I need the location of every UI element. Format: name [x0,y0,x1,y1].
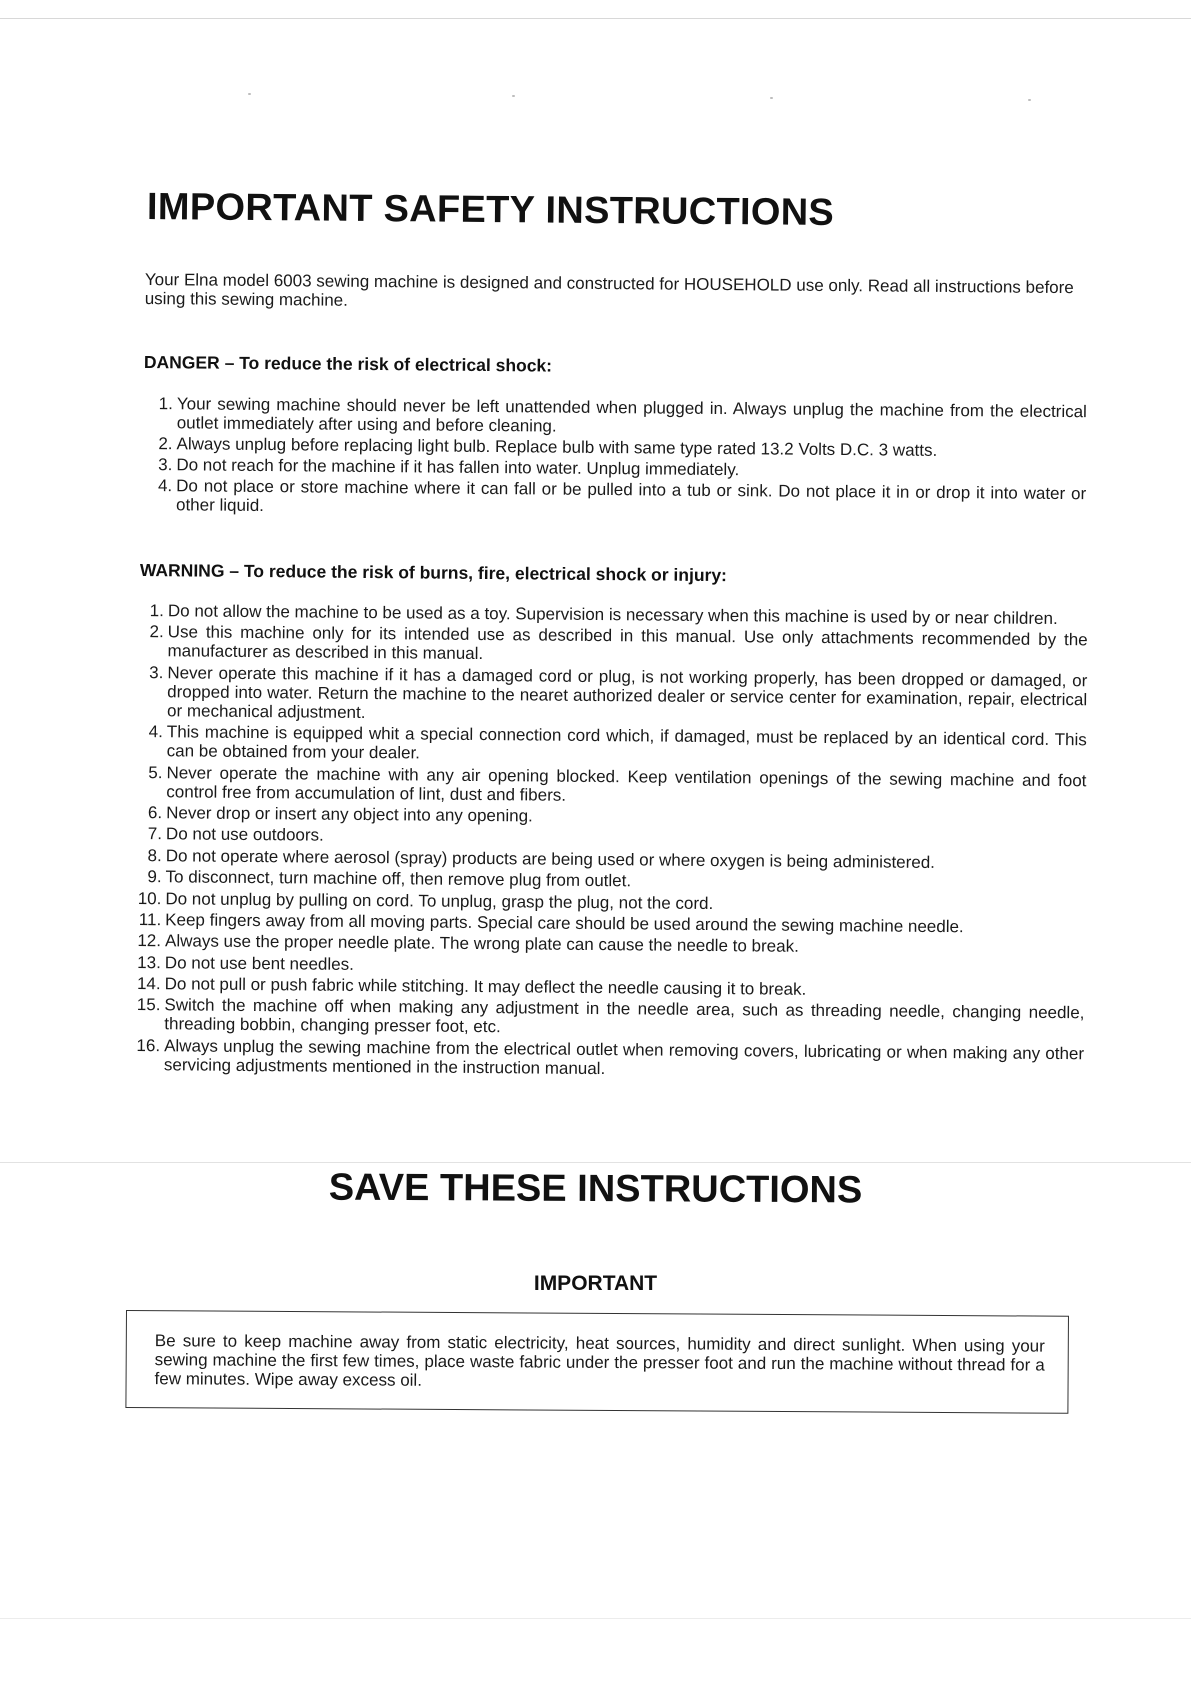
item-text: To disconnect, turn machine off, then remove plug from outlet. [165,867,632,891]
item-text: Always use the proper needle plate. The wrong plate can cause the needle to break. [164,931,799,957]
save-instructions-title: SAVE THESE INSTRUCTIONS [328,1166,863,1212]
scan-speck [770,97,773,99]
warning-list [134,601,1088,1085]
item-text: This machine is equipped whit a special connection cord which, if damaged, must be replaced by an identical cord. This can be obtained from your dealer. [166,722,1087,763]
important-heading: IMPORTANT [533,1272,658,1295]
scan-speck [1028,99,1031,101]
list-item [137,622,1087,668]
item-number: 4. [157,476,173,496]
item-number: 15. [136,995,161,1015]
scan-edge-top [0,18,1191,19]
danger-list [146,394,1087,524]
important-notice-text: Be sure to keep machine away from static electricity, heat sources, humidity and direct sunlight. When using your sewing machine the first few times, place waste fabric under the presser foot and run the machine without thread for a few minutes. Wipe away excess oil. [154,1331,1045,1390]
item-text: Do not place or store machine where it can fall or be pulled into a tub or sink. Do not place it in or drop it into water or other liquid. [175,476,1087,516]
item-number: 3. [149,662,164,683]
page-fold-line [0,1162,1191,1163]
item-text: Never drop or insert any object into any opening. [166,803,533,826]
intro-paragraph: Your Elna model 6003 sewing machine is designed and constructed for HOUSEHOLD use only. Read all instructions before using this sewing machine. [144,270,1074,310]
item-number: 4. [148,722,163,742]
list-item [137,663,1087,728]
scan-speck [512,95,515,97]
item-number: 2. [149,622,164,642]
danger-heading [144,352,552,377]
item-text: Do not operate where aerosol (spray) products are being used or where oxygen is being administered. [165,845,936,872]
item-text: Do not allow the machine to be used as a toy. Supervision is necessary when this machine is used by or near children. [167,601,1058,629]
item-number: 5. [148,762,163,782]
list-item [134,1036,1084,1082]
item-text: Do not unplug by pulling on cord. To unplug, grasp the plug, not the cord. [165,888,714,913]
important-notice-box [125,1310,1069,1414]
list-item [137,722,1087,768]
item-number: 1. [158,394,173,414]
list-item [136,763,1086,809]
item-number: 14. [136,974,161,994]
page-title: IMPORTANT SAFETY INSTRUCTIONS [146,186,835,234]
warning-heading [140,560,727,586]
warning-lead: WARNING [139,560,225,581]
danger-heading-text: – To reduce the risk of electrical shock: [219,352,553,376]
item-number: 7. [147,824,163,844]
item-text: Do not use outdoors. [165,824,324,845]
item-number: 2. [158,434,173,454]
item-text: Switch the machine off when making any adjustment in the needle area, such as threading needle, changing needle, threading bobbin, changing presser foot, etc. [164,995,1085,1037]
danger-lead: DANGER [143,352,220,373]
item-text: Never operate this machine if it has a damaged cord or plug, is not working properly, has been dropped or damaged, or dropped into water. Return the machine to the nearet authorized dealer or service center for examination, repair, electrical or mechanical adjustment. [166,663,1088,722]
item-number: 3. [158,455,173,475]
item-number: 1. [149,601,164,621]
item-text: Your sewing machine should never be left unattended when plugged in. Always unplug the machine from the electrical outlet immediately after using and before cleaning. [176,394,1087,436]
item-text: Keep fingers away from all moving parts. Special care should be used around the sewing machine needle. [165,910,964,937]
item-number: 9. [147,867,162,887]
item-number: 13. [137,952,161,972]
list-item [134,995,1084,1041]
list-item [146,476,1086,522]
warning-heading-text: – To reduce the risk of burns, fire, electrical shock or injury: [224,560,728,586]
item-text: Never operate the machine with any air opening blocked. Keep ventilation openings of the sewing machine and foot control free from accumulation of lint, dust and fibers. [166,762,1087,805]
item-text: Do not reach for the machine if it has fallen into water. Unplug immediately. [176,455,740,480]
item-text: Use this machine only for its intended use as described in this manual. Use only attachments recommended by the manufacturer as described in this manual. [167,622,1088,664]
scan-edge-bottom [0,1618,1191,1619]
item-number: 8. [147,845,162,865]
item-text: Always unplug before replacing light bulb. Replace bulb with same type rated 13.2 Volts D.C. 3 watts. [176,434,938,460]
item-text: Do not use bent needles. [164,952,354,974]
item-number: 12. [137,931,162,951]
scan-speck [248,93,251,95]
item-text: Do not pull or push fabric while stitching. It may deflect the needle causing it to break. [164,974,807,999]
item-number: 11. [138,909,162,930]
item-number: 16. [136,1035,161,1056]
list-item [147,394,1087,440]
item-number: 10. [137,888,162,908]
item-text: Always unplug the sewing machine from the electrical outlet when removing covers, lubricating or when making any other servicing adjustments mentioned in the instruction manual. [163,1036,1085,1078]
item-number: 6. [147,803,163,823]
